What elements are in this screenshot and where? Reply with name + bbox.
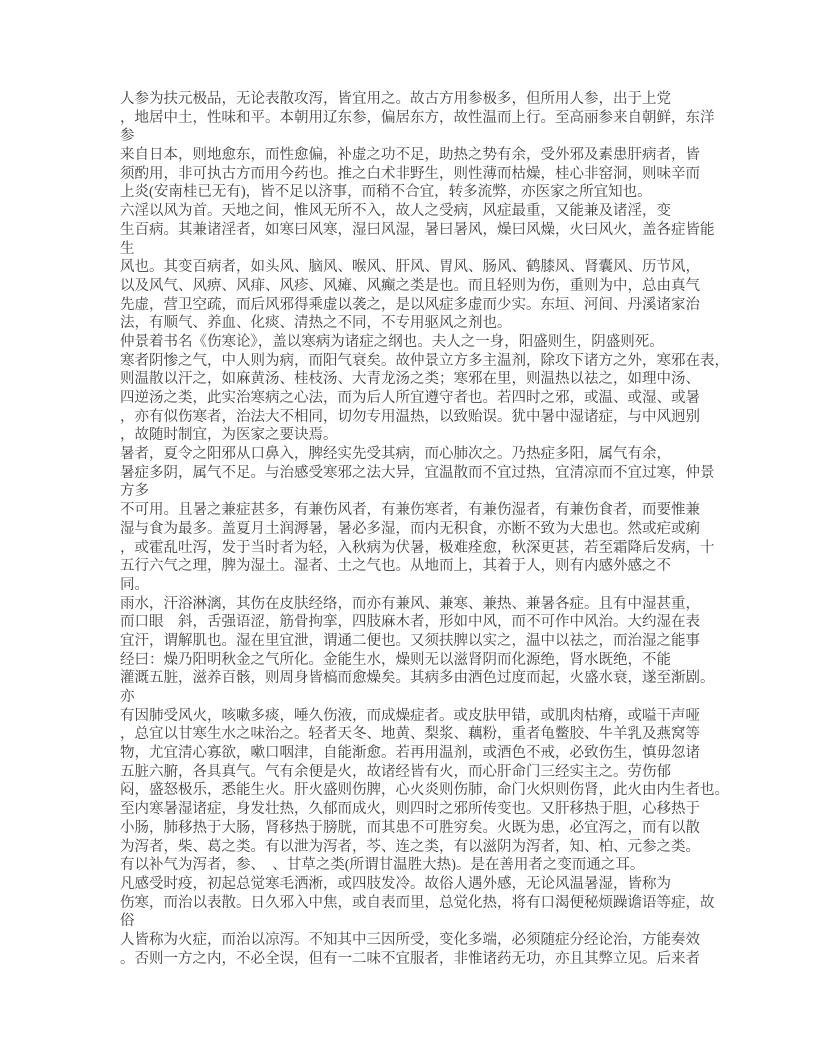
- text-line: 仲景着书名《伤寒论》，盖以寒病为诸症之纲也。夫人之一身，阳盛则生，阴盛则死。: [120, 333, 664, 350]
- text-line: 四逆汤之类，此实治寒病之心法，而为后人所宜遵守者也。若四时之邪，或温、或湿、或暑: [120, 390, 700, 406]
- text-line: ，故随时制宜，为医家之要诀焉。: [120, 427, 338, 444]
- text-line: ，地居中土，性味和平。本朝用辽东参，偏居东方，故性温而上行。至高丽参来自朝鲜，东洋: [120, 109, 715, 126]
- text-line: 人皆称为火症，而治以凉泻。不知其中三因所受，变化多端，必须随症分经论治，方能奏效: [120, 931, 700, 948]
- text-line: 闷，盛怒极乐，悉能生火。肝火盛则伤脾，心火炎则伤肺，命门火炽则伤肾，此火由内生者也。: [120, 782, 729, 799]
- text-line: 为泻者，柴、葛之类。有以泄为泻者，芩、连之类，有以滋阴为泻者，知、柏、元参之类。: [120, 838, 700, 855]
- text-line: 参: [120, 128, 135, 145]
- text-line: 先虚，营卫空疏，而后风邪得乘虚以袭之，是以风症多虚而少实。东垣、河间、丹溪诸家治: [120, 296, 700, 313]
- text-line: 来自日本，则地愈东，而性愈偏，补虚之功不足，助热之势有余，受外邪及素患肝病者，皆: [120, 147, 700, 164]
- text-line: 凡感受时疫，初起总觉寒毛洒淅，或四肢发冷。故俗人遇外感，无论风温暑湿，皆称为: [120, 875, 671, 892]
- text-line: 六淫以风为首。天地之间，惟风无所不入，故人之受病，风症最重，又能兼及诸淫，变: [120, 203, 671, 220]
- text-line: 同。: [120, 576, 149, 593]
- text-line: 宜汗，谓解肌也。湿在里宜泄，谓通二便也。又须扶脾以实之，温中以祛之，而治湿之能事: [120, 632, 700, 649]
- text-line: 至内寒暑湿诸症，身发壮热，久郁而成火，则四时之邪所传变也。又肝移热于胆，心移热于: [120, 801, 700, 818]
- text-line: 雨水，汗浴淋漓，其伤在皮肤经络，而亦有兼风、兼寒、兼热、兼暑各症。且有中湿甚重，: [120, 595, 700, 612]
- text-line: 有以补气为泻者，参、 、甘草之类(所谓甘温胜大热)。是在善用者之变而通之耳。: [120, 857, 645, 874]
- text-line: 则温散以汗之，如麻黄汤、桂枝汤、大青龙汤之类；寒邪在里，则温热以祛之，如理中汤、: [120, 371, 700, 388]
- text-line: 亦: [120, 689, 135, 705]
- text-line: 生百病。其兼诸淫者，如寒曰风寒，湿曰风湿，暑曰暑风，燥曰风燥，火曰风火，盖各症皆能: [120, 221, 715, 238]
- text-line: 灌溉五脏，滋养百骸，则周身皆槁而愈燥矣。其病多由酒色过度而起，火盛水衰，遂至渐剧。: [120, 670, 715, 687]
- text-line: ，总宜以甘寒生水之味治之。轻者天冬、地黄、梨浆、藕粉，重者龟鳖胶、牛羊乳及燕窝等: [120, 726, 700, 743]
- text-line: ，或霍乱吐泻，发于当时者为轻，入秋病为伏暑，极难痊愈，秋深更甚，若至霜降后发病，十: [120, 539, 715, 556]
- text-line: 。否则一方之内，不必全误，但有一二味不宜服者，非惟诸药无功，亦且其弊立见。后来者: [120, 950, 700, 967]
- text-line: 须酌用，非可执古方而用今药也。推之白术非野生，则性薄而枯燥，桂心非窑洞，则味辛而: [120, 165, 700, 182]
- text-line: 五脏六腑，各具真气。气有余便是火，故诸经皆有火，而心肝命门三经实主之。劳伤郁: [120, 763, 671, 780]
- text-line: 不可用。且暑之兼症甚多，有兼伤风者，有兼伤寒者，有兼伤湿者，有兼伤食者，而要惟兼: [120, 502, 700, 519]
- text-line: 生: [120, 240, 135, 257]
- text-line: 物，尤宜清心寡欲，嗽口咽津，自能渐愈。若再用温剂，或酒色不戒，必致伤生，慎毋忽诸: [120, 745, 700, 762]
- text-line: 俗: [120, 913, 135, 930]
- text-line: ，亦有似伤寒者，治法大不相同，切勿专用温热，以致贻误。犹中暑中湿诸症，与中风迥别: [120, 408, 700, 425]
- text-line: 上炎(安南桂已无有)，皆不足以济事，而稍不合宜，转多流弊，亦医家之所宜知也。: [120, 184, 652, 201]
- text-line: 以及风气、风痹、风痱、风疹、风瘫、风癫之类是也。而且轻则为伤，重则为中，总由真气: [120, 277, 700, 294]
- text-line: 而口眼 斜，舌强语涩，筋骨拘挛，四肢麻木者，形如中风，而不可作中风治。大约湿在表: [120, 614, 700, 631]
- text-line: 人参为扶元极品，无论表散攻泻，皆宜用之。故古方用参极多，但所用人参，出于上党: [120, 91, 671, 107]
- text-line: 小肠，肺移热于大肠，肾移热于膀胱，而其患不可胜穷矣。火既为患，必宜泻之，而有以散: [120, 819, 700, 836]
- text-line: 寒者阴惨之气，中人则为病，而阳气衰矣。故仲景立方多主温剂，除攻下诸方之外，寒邪在表，: [120, 352, 729, 369]
- text-line: 暑者，夏令之阳邪从口鼻入，脾经实先受其病，而心肺次之。乃热症多阳，属气有余，: [120, 446, 671, 463]
- text-line: 法，有顺气、养血、化痰、清热之不同，不专用驱风之剂也。: [120, 315, 512, 332]
- document-text: [120, 90, 760, 968]
- text-line: 风也。其变百病者，如头风、脑风、喉风、肝风、胃风、肠风、鹤膝风、肾囊风、历节风，: [120, 259, 700, 276]
- text-line: 五行六气之理，脾为湿土。湿者、土之气也。从地而上，其着于人，则有内感外感之不: [120, 558, 671, 575]
- text-line: 有因肺受风火，咳嗽多痰，唾久伤液，而成燥症者。或皮肤甲错，或肌肉枯瘠，或嗌干声哑: [120, 707, 700, 724]
- text-line: 暑症多阴，属气不足。与治感受寒邪之法大异，宜温散而不宜过热，宜清凉而不宜过寒，仲景: [120, 464, 715, 481]
- text-line: 伤寒，而治以表散。日久邪入中焦，或自表而里，总觉化热，将有口渴便秘烦躁谵语等症，故: [120, 894, 715, 911]
- text-line: 湿与食为最多。盖夏月土润溽暑，暑必多湿，而内无积食，亦断不致为大患也。然或疟或痢: [120, 520, 700, 537]
- text-line: 经曰：燥乃阳明秋金之气所化。金能生水，燥则无以滋肾阴而化源绝，肾水既绝，不能: [120, 651, 671, 668]
- text-line: 方多: [120, 483, 149, 500]
